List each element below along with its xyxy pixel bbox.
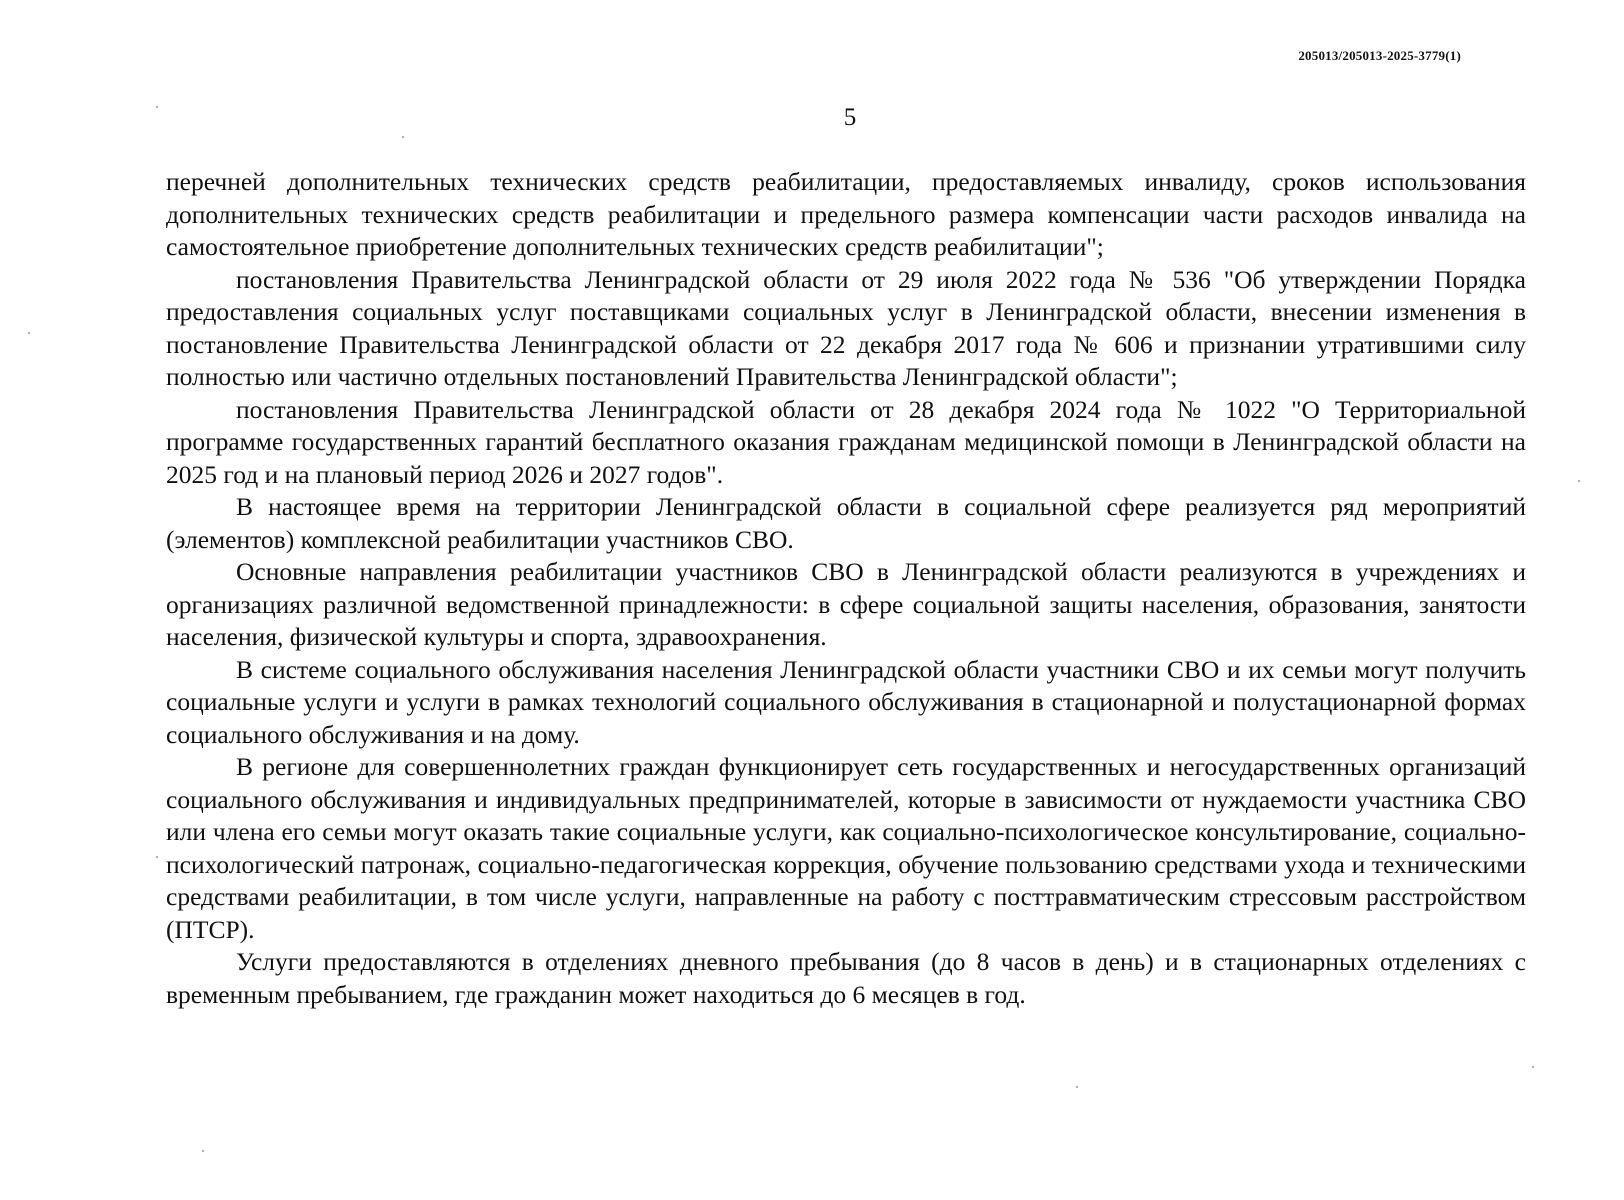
scan-speck: [28, 332, 30, 334]
paragraph-decree-1022: постановления Правительства Ленинградской области от 28 декабря 2024 года № 1022 "О Территориальной программе государственных гарантий бесплатного оказания гражданам медицинской помощи в Ленинградской области на 2025 год и на плановый период 2026 и 2027 годов".: [166, 394, 1526, 489]
paragraph-rehabilitation-measures: В настоящее время на территории Ленинградской области в социальной сфере реализуется ряд мероприятий (элементов) комплексной реабилитации участников СВО.: [166, 492, 1526, 554]
scan-speck: [156, 106, 158, 108]
paragraph-rehabilitation-directions: Основные направления реабилитации участников СВО в Ленинградской области реализуются в учреждениях и организациях различной ведомственной принадлежности: в сфере социальной защиты населения, образования, занятости населения, физической культуры и спорта, здравоохранения.: [166, 557, 1526, 651]
paragraph-social-services-system: В системе социального обслуживания населения Ленинградской области участники СВО и их семьи могут получить социальные услуги и услуги в рамках технологий социального обслуживания в стационарной и полустационарной формах социального обслуживания и на дому.: [166, 654, 1526, 749]
paragraph-continuation: перечней дополнительных технических средств реабилитации, предоставляемых инвалиду, сроков использования дополнительных технических средств реабилитации и предельного размера компенсации части расходов инвалида на самостоятельное приобретение дополнительных технических средств реабилитации";: [166, 167, 1526, 261]
paragraph-service-provision: Услуги предоставляются в отделениях дневного пребывания (до 8 часов в день) и в стационарных отделениях с временным пребыванием, где гражданин может находиться до 6 месяцев в год.: [166, 947, 1526, 1009]
scan-speck: [1076, 1086, 1078, 1088]
page-number: 5: [843, 104, 857, 131]
document-body: [166, 166, 1526, 1011]
paragraph-service-network: В регионе для совершеннолетних граждан функционирует сеть государственных и негосударственных организаций социального обслуживания и индивидуальных предпринимателей, которые в зависимости от нуждаемости участника СВО или члена его семьи могут оказать такие социальные услуги, как социально-психологическое консультирование, социально-психологический патронаж, социально-педагогическая коррекция, обучение пользованию средствами ухода и техническими средствами реабилитации, в том числе услуги, направленные на работу с посттравматическим стрессовым расстройством (ПТСР).: [166, 752, 1526, 944]
scan-speck: [1532, 1066, 1534, 1068]
scan-speck: [202, 1150, 204, 1152]
document-registration-number: 205013/205013-2025-3779(1): [1298, 48, 1461, 63]
scan-speck: [402, 136, 404, 138]
scan-speck: [156, 856, 158, 858]
paragraph-decree-536: постановления Правительства Ленинградской области от 29 июля 2022 года № 536 "Об утверждении Порядка предоставления социальных услуг поставщиками социальных услуг в Ленинградской области, внесении изменения в постановление Правительства Ленинградской области от 22 декабря 2017 года № 606 и признании утратившими силу полностью или частично отдельных постановлений Правительства Ленинградской области";: [166, 264, 1526, 391]
scan-speck: [1578, 480, 1580, 482]
